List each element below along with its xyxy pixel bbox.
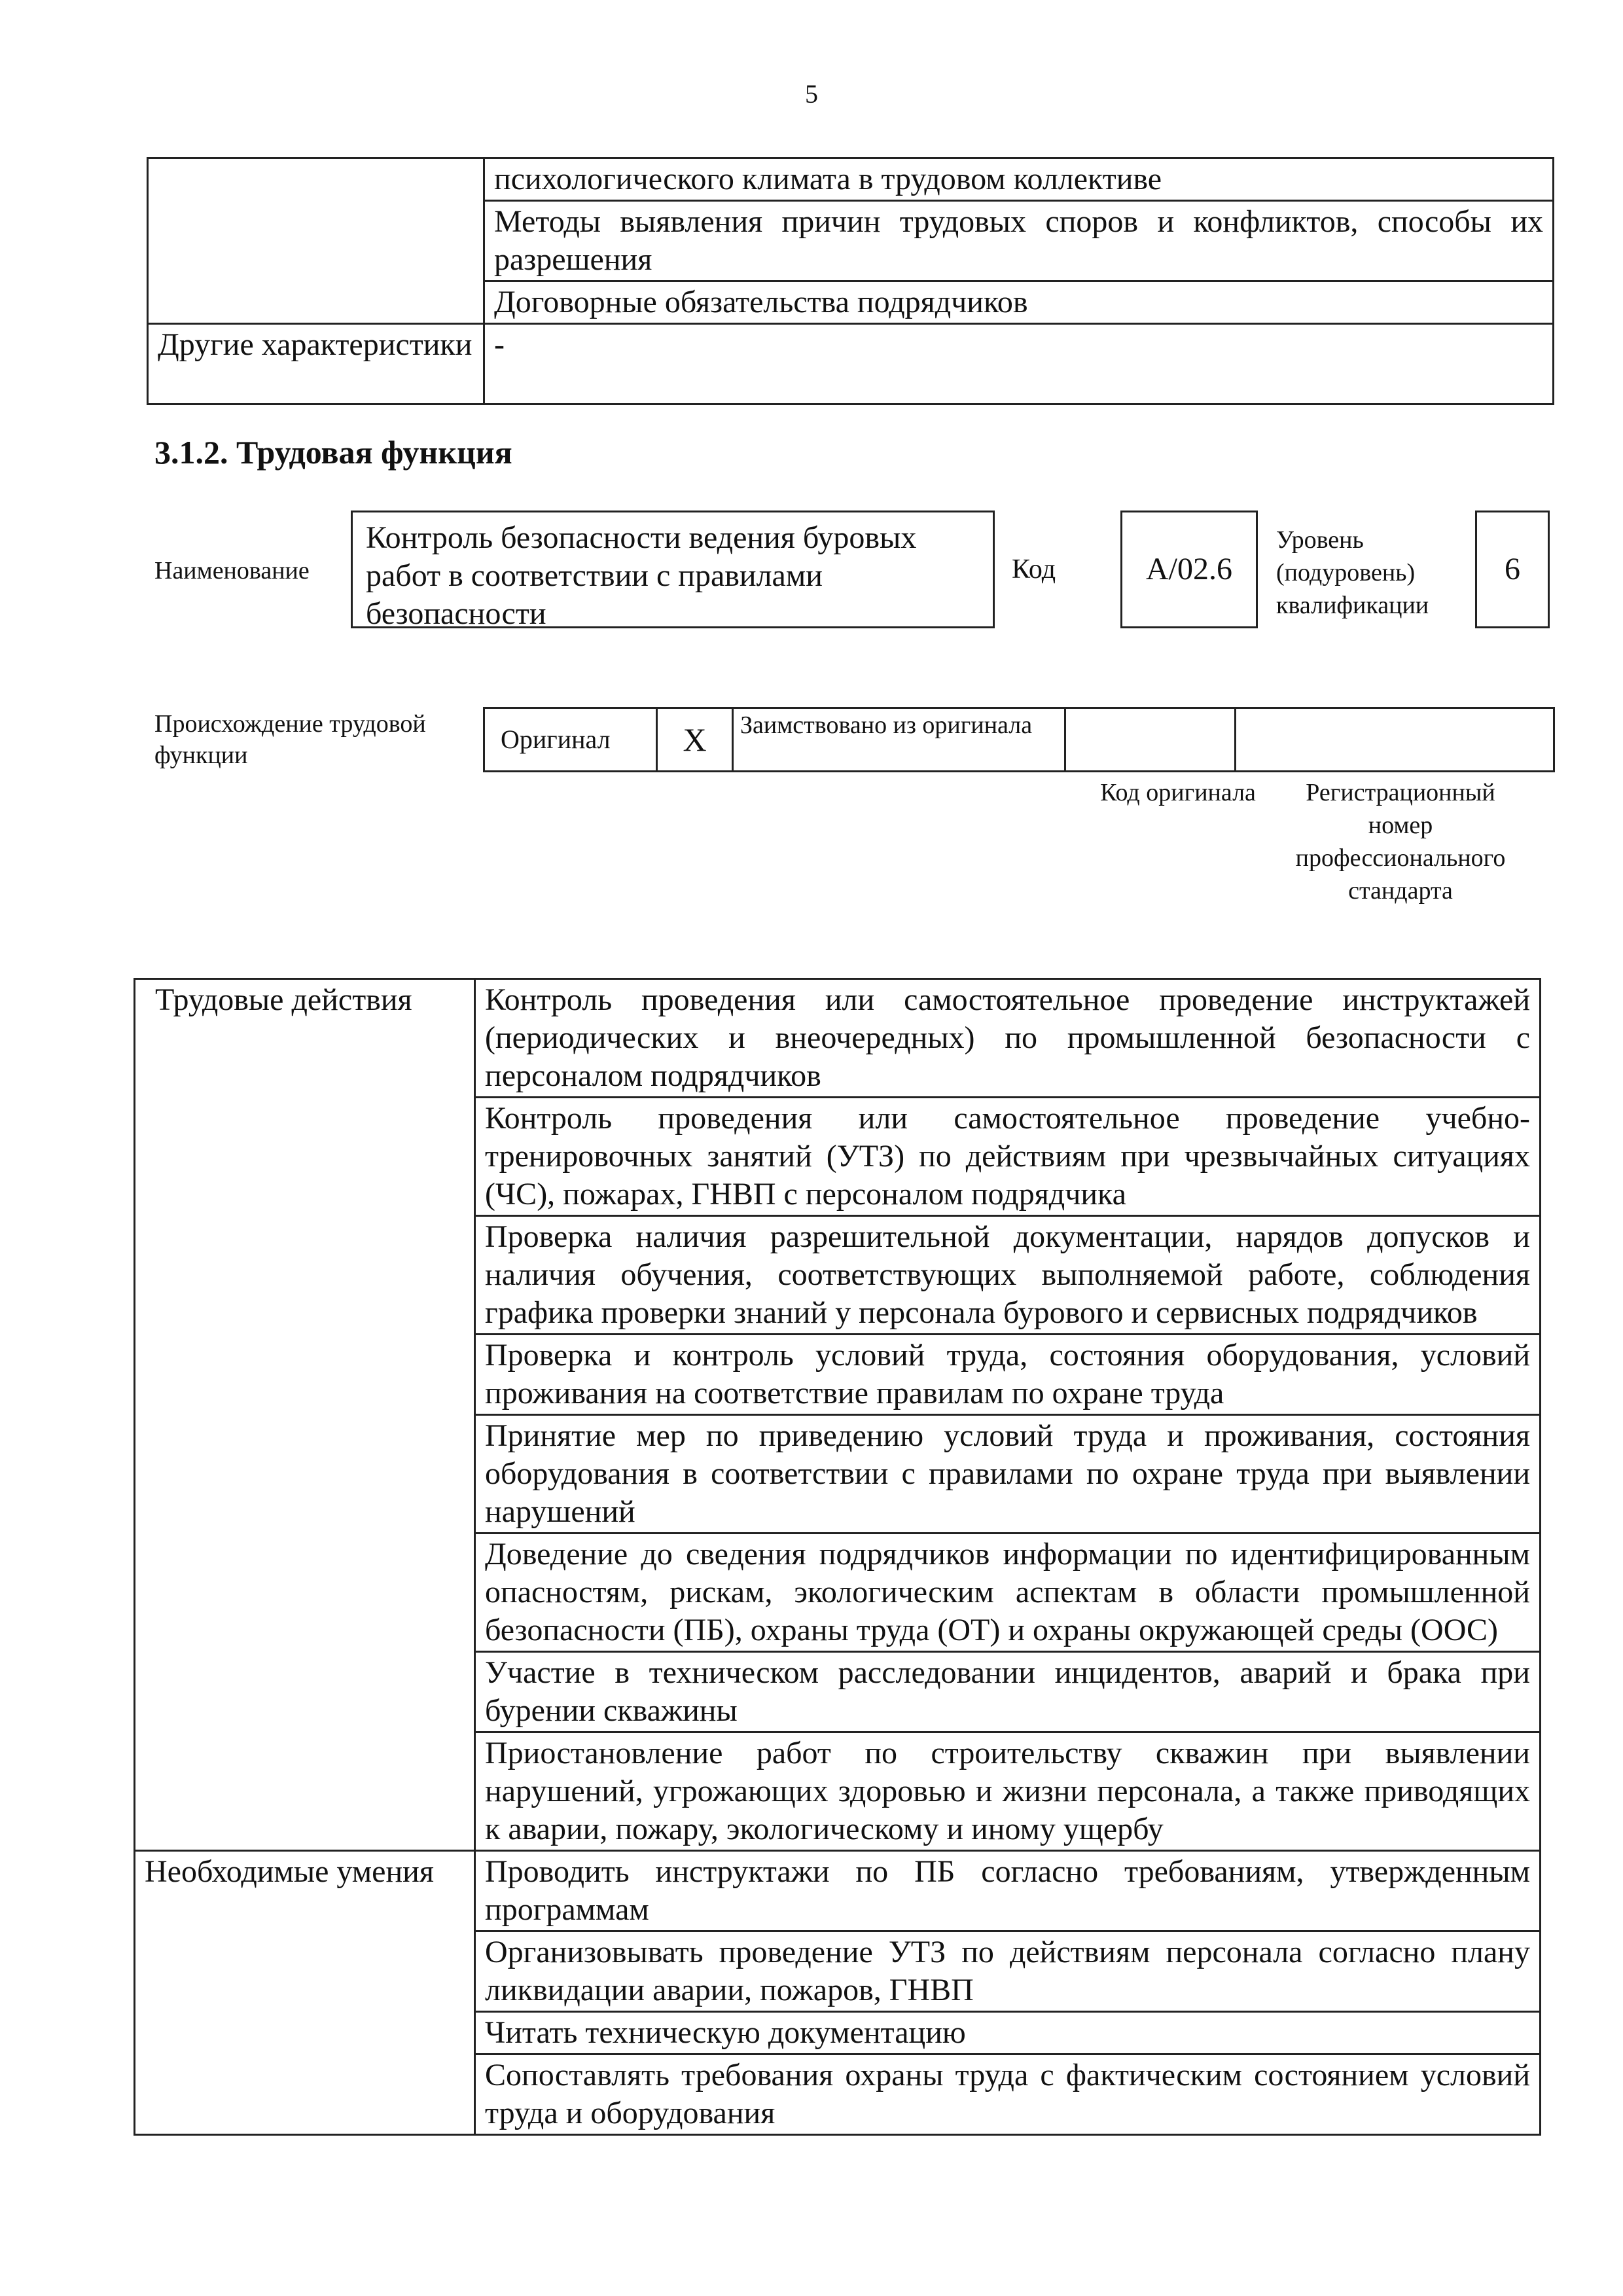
table-cell: Проверка и контроль условий труда, состояния оборудования, условий проживания на соответствие правилам по охране труда <box>475 1335 1541 1415</box>
original-mark: X <box>658 709 734 770</box>
table-row <box>148 158 1554 201</box>
function-code-box: A/02.6 <box>1120 511 1258 628</box>
table-cell: Организовывать проведение УТЗ по действиям персонала согласно плану ликвидации аварии, пожаров, ГНВП <box>475 1931 1541 2012</box>
top-table <box>147 157 1554 405</box>
table-cell: психологического климата в трудовом коллективе <box>484 158 1554 201</box>
origin-label: Происхождение трудовой функции <box>154 710 426 769</box>
function-name-box: Контроль безопасности ведения буровых работ в соответствии с правилами безопасности <box>351 511 995 628</box>
table-cell: Читать техническую документацию <box>475 2012 1541 2054</box>
section-label-labor-actions: Трудовые действия <box>135 979 475 1851</box>
original-code-caption: Код оригинала <box>1100 779 1256 806</box>
table-cell-label <box>148 158 484 324</box>
registration-number-cell <box>1236 709 1553 770</box>
table-cell: Контроль проведения или самостоятельное проведение учебно-тренировочных занятий (УТЗ) по действиям при чрезвычайных ситуациях (ЧС), пожарах, ГНВП с персоналом подрядчика <box>475 1098 1541 1216</box>
page-number: 5 <box>805 79 818 109</box>
table-cell: Участие в техническом расследовании инцидентов, аварий и брака при бурении скважины <box>475 1652 1541 1732</box>
table-row <box>135 979 1541 1098</box>
borrowed-label: Заимствовано из оригинала <box>734 709 1066 770</box>
name-label: Наименование <box>154 557 310 584</box>
section-title: 3.1.2. Трудовая функция <box>154 434 512 471</box>
table-cell: - <box>484 324 1554 404</box>
table-cell: Договорные обязательства подрядчиков <box>484 281 1554 324</box>
table-cell: Методы выявления причин трудовых споров и конфликтов, способы их разрешения <box>484 201 1554 281</box>
original-code-cell <box>1066 709 1236 770</box>
table-cell: Контроль проведения или самостоятельное проведение инструктажей (периодических и внеочередных) по промышленной безопасности с персоналом подрядчиков <box>475 979 1541 1098</box>
original-label: Оригинал <box>485 709 658 770</box>
section-label-required-skills: Необходимые умения <box>135 1851 475 2135</box>
main-table <box>134 978 1541 2136</box>
table-cell: Доведение до сведения подрядчиков информации по идентифицированным опасностям, рискам, экологическим аспектам в области промышленной безопасности (ПБ), охраны труда (ОТ) и охраны окружающей среды (ООС) <box>475 1534 1541 1652</box>
registration-caption: Регистрационный номер профессионального стандарта <box>1295 779 1506 905</box>
table-cell-label: Другие характеристики <box>148 324 484 404</box>
table-cell: Сопоставлять требования охраны труда с фактическим состоянием условий труда и оборудования <box>475 2054 1541 2135</box>
origin-table <box>483 707 1555 772</box>
table-cell: Приостановление работ по строительству скважин при выявлении нарушений, угрожающих здоровью и жизни персонала, а также приводящих к аварии, пожару, экологическому и иному ущербу <box>475 1732 1541 1851</box>
code-label: Код <box>1012 554 1056 584</box>
level-value-box: 6 <box>1475 511 1550 628</box>
table-row <box>135 1851 1541 1931</box>
table-cell: Принятие мер по приведению условий труда и проживания, состояния оборудования в соответствии с правилами по охране труда при выявлении нарушений <box>475 1415 1541 1534</box>
level-label: Уровень (подуровень) квалификации <box>1276 526 1429 619</box>
table-cell: Проверка наличия разрешительной документации, нарядов допусков и наличия обучения, соответствующих выполняемой работе, соблюдения графика проверки знаний у персонала бурового и сервисных подрядчиков <box>475 1216 1541 1335</box>
table-cell: Проводить инструктажи по ПБ согласно требованиям, утвержденным программам <box>475 1851 1541 1931</box>
table-row <box>148 324 1554 404</box>
